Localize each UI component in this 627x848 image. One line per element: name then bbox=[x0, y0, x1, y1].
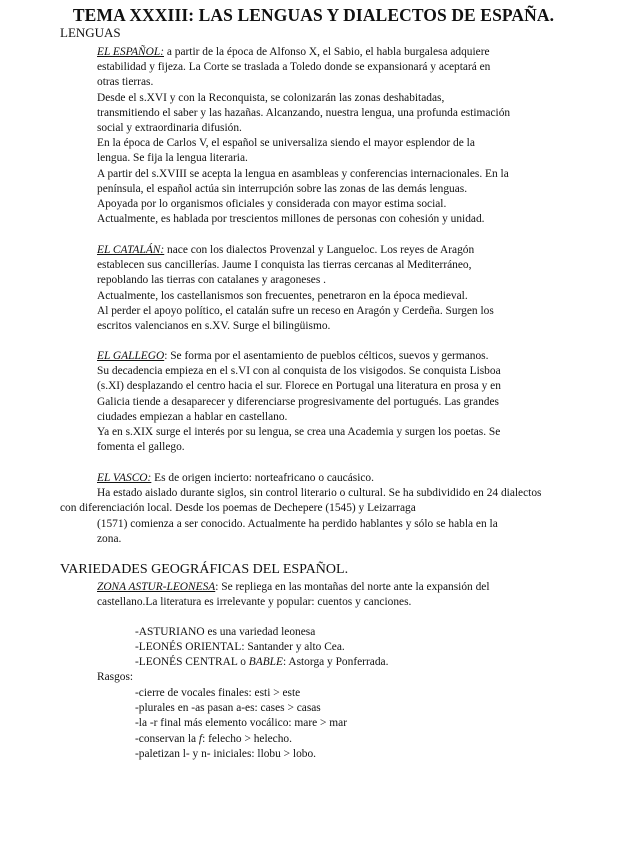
varieties-list bbox=[135, 625, 388, 671]
paragraph-vasco: EL VASCO: Es de origen incierto: norteafricano o caucásico. Ha estado aislado durante siglos, sin control literario o cultural. Se ha subdividido en 24 dialectos con diferenciación local. Desde los poemas de Dechepere (1545) y Leizarraga (1571) comienza a ser conocido. Actualmente ha perdido hablantes y sólo se habla en la zona. bbox=[60, 472, 542, 545]
paragraph-catalan: EL CATALÁN: nace con los dialectos Provenzal y Langueloc. Los reyes de Aragón establecen sus cancillerías. Jaume I conquista las tierras cercanas al Mediterráneo, repoblando las tierras con catalanes y aragoneses . Actualmente, los castellanismos son frecuentes, penetraron en la época medieval. Al perder el apoyo político, el catalán sufre un receso en Aragón y Cerdeña. Surgen los escritos valencianos en s.XV. Surge el bilingüismo. bbox=[97, 244, 494, 333]
section-heading-lenguas: LENGUAS bbox=[60, 25, 121, 40]
lead-gallego: EL GALLEGO bbox=[97, 350, 165, 362]
list-item: -la -r final más elemento vocálico: mare > mar bbox=[135, 717, 347, 730]
lead-vasco: EL VASCO: bbox=[97, 472, 152, 484]
paragraph-astur-leonesa: ZONA ASTUR-LEONESA: Se repliega en las montañas del norte ante la expansión del castellano.La literatura es irrelevante y popular: cuentos y canciones. bbox=[97, 581, 490, 609]
list-item: -ASTURIANO es una variedad leonesa bbox=[135, 626, 316, 638]
list-item: -paletizan l- y n- iniciales: llobu > lobo. bbox=[135, 747, 317, 760]
list-item: -cierre de vocales finales: esti > este bbox=[135, 687, 301, 699]
list-item: -LEONÉS CENTRAL o BABLE: Astorga y Ponferrada. bbox=[135, 656, 389, 669]
lead-espanol: EL ESPAÑOL: bbox=[97, 46, 164, 58]
rasgos-label: Rasgos: bbox=[97, 671, 134, 683]
list-item: -plurales en -as pasan a-es: cases > casas bbox=[135, 702, 321, 715]
page-title: TEMA XXXIII: LAS LENGUAS Y DIALECTOS DE ESPAÑA. bbox=[72, 5, 555, 25]
paragraph-gallego: EL GALLEGO: Se forma por el asentamiento de pueblos célticos, suevos y germanos. Su decadencia empieza en el s.VI con al conquista de los visigodos. Se conquista Lisboa (s.XI) desplazando el centro hacia el sur. Florece en Portugal una literatura en prosa y en Galicia tiende a desaparecer y diferenciarse progresivamente del portugués. Las grandes ciudades empiezan a hablar en castellano. Ya en s.XIX surge el interés por su lengua, se crea una Academia y surgen los poetas. Se fomenta el gallego. bbox=[97, 350, 501, 454]
list-item: -LEONÉS ORIENTAL: Santander y alto Cea. bbox=[135, 641, 345, 654]
rasgos-list bbox=[135, 686, 347, 762]
lead-astur-leonesa: ZONA ASTUR-LEONESA bbox=[97, 581, 216, 593]
list-item: -conservan la f: felecho > helecho. bbox=[135, 732, 292, 745]
paragraph-espanol: EL ESPAÑOL: a partir de la época de Alfonso X, el Sabio, el habla burgalesa adquiere estabilidad y fijeza. La Corte se traslada a Toledo donde se expansionará y aceptará en otras tierras. Desde el s.XVI y con la Reconquista, se colonizarán las zonas deshabitadas, transmitiendo el saber y las hazañas. Alcanzando, nuestra lengua, una profunda estimación social y extraordinaria difusión. En la época de Carlos V, el español se universaliza siendo el mayor esplendor de la lengua. Se fija la lengua literaria. A partir del s.XVIII se acepta la lengua en asambleas y conferencias internacionales. En la península, el español actúa sin interrupción sobre las zonas de las demás lenguas. Apoyada por lo organismos oficiales y considerada con mayor estima social. Actualmente, es hablada por trescientos millones de personas con cohesión y unidad. bbox=[97, 46, 511, 226]
lead-catalan: EL CATALÁN: bbox=[97, 244, 165, 256]
section-heading-variedades: VARIEDADES GEOGRÁFICAS DEL ESPAÑOL. bbox=[60, 562, 349, 577]
